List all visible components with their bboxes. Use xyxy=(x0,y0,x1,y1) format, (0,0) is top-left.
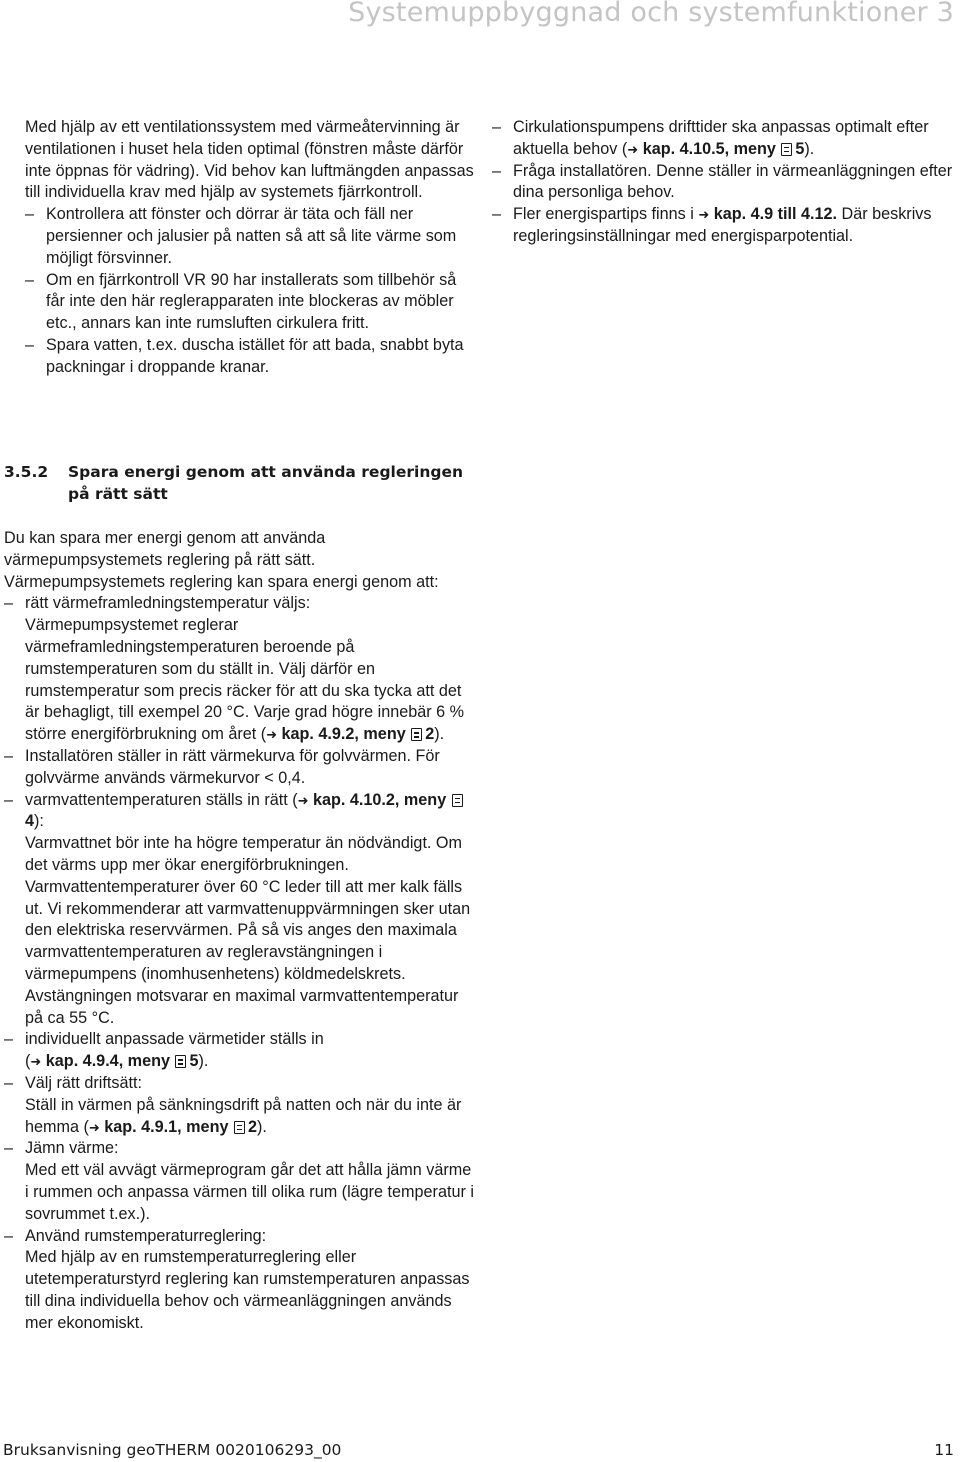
page-number: 11 xyxy=(934,1441,954,1459)
menu-icon xyxy=(175,1055,186,1068)
list-item xyxy=(492,117,954,161)
bottom-left-column xyxy=(4,528,474,1334)
menu-icon xyxy=(781,143,792,156)
arrow-right-icon: ➜ xyxy=(627,141,639,157)
item-heading: Jämn värme: xyxy=(25,1139,119,1158)
arrow-right-icon: ➜ xyxy=(30,1054,42,1070)
item-text: Fler energispartips finns i xyxy=(513,205,694,224)
list-item xyxy=(4,1029,474,1073)
chapter-reference[interactable]: kap. 4.9.1, meny xyxy=(104,1117,229,1136)
menu-number: 2 xyxy=(425,725,435,744)
section-heading xyxy=(4,462,474,506)
item-text: ). xyxy=(434,725,445,744)
item-body: Värmepumpsystemet reglerar värmeframledningstemperaturen beroende på rumstemperaturen som du ställt in. Välj därför en rumstemperatur som precis räcker för att du ska tycka att det är behagligt, till exempel 20 °C. Varje grad högre innebär 6 % större energiförbrukning om året ( xyxy=(25,616,464,744)
intro-paragraph: Du kan spara mer energi genom att använda värmepumpsystemets reglering på rätt sätt. xyxy=(4,529,326,569)
item-body: Ställ in värmen på sänkningsdrift på natten och när du inte är hemma ( xyxy=(25,1095,462,1136)
item-text: ): xyxy=(34,812,44,831)
item-body: Med hjälp av en rumstemperaturreglering eller utetemperaturstyrd reglering kan rumstemperaturen anpassas till dina individuella behov och värmeanläggningen används mer ekonomiskt. xyxy=(25,1248,470,1332)
list-item xyxy=(4,593,474,746)
arrow-right-icon: ➜ xyxy=(297,792,309,808)
item-heading: individuellt anpassade värmetider ställs in xyxy=(25,1030,324,1049)
arrow-right-icon: ➜ xyxy=(698,207,710,223)
menu-icon xyxy=(452,794,463,807)
item-text: ). xyxy=(256,1117,267,1136)
list-item xyxy=(492,204,954,248)
item-body: Med ett väl avvägt värmeprogram går det att hålla jämn värme i rummen och anpassa värmen till olika rum (lägre temperatur i sovrummet t.ex.). xyxy=(25,1161,474,1223)
list-item xyxy=(4,1138,474,1225)
menu-number: 4 xyxy=(25,812,35,831)
list-item xyxy=(4,1226,474,1335)
item-heading: Använd rumstemperaturreglering: xyxy=(25,1226,267,1245)
item-text: Cirkulationspumpens drifttider ska anpassas optimalt efter aktuella behov ( xyxy=(513,118,929,158)
chapter-reference[interactable]: kap. 4.9 till 4.12. xyxy=(713,205,838,224)
list-item: – Installatören ställer in rätt värmekurva för golvvärmen. För golvvärme används värmekurvor < 0,4. xyxy=(4,746,474,790)
item-text: Där beskrivs regleringsinställningar med energisparpotential. xyxy=(513,205,932,245)
menu-number: 2 xyxy=(247,1117,257,1136)
menu-icon xyxy=(234,1121,245,1134)
chapter-reference[interactable]: kap. 4.9.4, meny xyxy=(45,1052,170,1071)
menu-icon xyxy=(411,728,422,741)
chapter-reference[interactable]: kap. 4.10.2, meny xyxy=(313,790,447,809)
list-item xyxy=(4,1073,474,1138)
item-text: ( xyxy=(25,1052,31,1071)
menu-number: 5 xyxy=(795,139,805,158)
running-header: Systemuppbyggnad och systemfunktioner 3 xyxy=(348,0,954,28)
item-heading: varmvattentemperaturen ställs in rätt ( xyxy=(25,790,298,809)
arrow-right-icon: ➜ xyxy=(266,727,278,743)
item-text: ). xyxy=(198,1052,209,1071)
list-item: – Spara vatten, t.ex. duscha istället för att bada, snabbt byta packningar i droppande kranar. xyxy=(25,335,475,379)
top-right-column xyxy=(492,117,954,248)
item-body: Varmvattnet bör inte ha högre temperatur än nödvändigt. Om det värms upp mer ökar energiförbrukningen. Varmvattentemperaturer över 60 °C leder till att mer kalk fälls ut. Vi rekommenderar att varmvattenuppvärmningen sker utan den elektriska reservvärmen. På så vis anges den maximala varmvattentemperaturen av regleravstängningen i värmepumpens (inomhusenhetens) köldmedelskrets. Avstängningen motsvarar en maximal varmvattentemperatur på ca 55 °C. xyxy=(25,834,471,1027)
list-item xyxy=(4,790,474,1030)
chapter-reference[interactable]: kap. 4.9.2, meny xyxy=(281,725,406,744)
top-left-column xyxy=(25,117,475,379)
item-heading: Välj rätt driftsätt: xyxy=(25,1073,142,1092)
list-item: – Fråga installatören. Denne ställer in värmeanläggningen efter dina personliga behov. xyxy=(492,161,954,205)
list-item: – Kontrollera att fönster och dörrar är täta och fäll ner persienner och jalusier på natten så att så lite värme som möjligt försvinner. xyxy=(25,204,475,269)
section-title: Spara energi genom att använda regleringen på rätt sätt xyxy=(68,463,463,503)
list-item: – Om en fjärrkontroll VR 90 har installerats som tillbehör så får inte den här reglerapparaten inte blockeras av möbler etc., annars kan inte rumsluften cirkulera fritt. xyxy=(25,270,475,335)
item-heading: rätt värmeframledningstemperatur väljs: xyxy=(25,594,311,613)
chapter-reference[interactable]: kap. 4.10.5, meny xyxy=(642,139,776,158)
item-text: ). xyxy=(804,139,815,158)
intro-paragraph: Värmepumpsystemets reglering kan spara energi genom att: xyxy=(4,572,439,591)
ventilation-paragraph: Med hjälp av ett ventilationssystem med värmeåtervinning är ventilationen i huset hela tiden optimal (fönstren måste därför inte öppnas för vädring). Vid behov kan luftmängden anpassas till individuella krav med hjälp av systemets fjärrkontroll. xyxy=(25,118,474,202)
footer-document-title: Bruksanvisning geoTHERM 0020106293_00 xyxy=(3,1441,342,1459)
arrow-right-icon: ➜ xyxy=(88,1119,100,1135)
menu-number: 5 xyxy=(189,1052,199,1071)
section-number: 3.5.2 xyxy=(4,463,49,481)
